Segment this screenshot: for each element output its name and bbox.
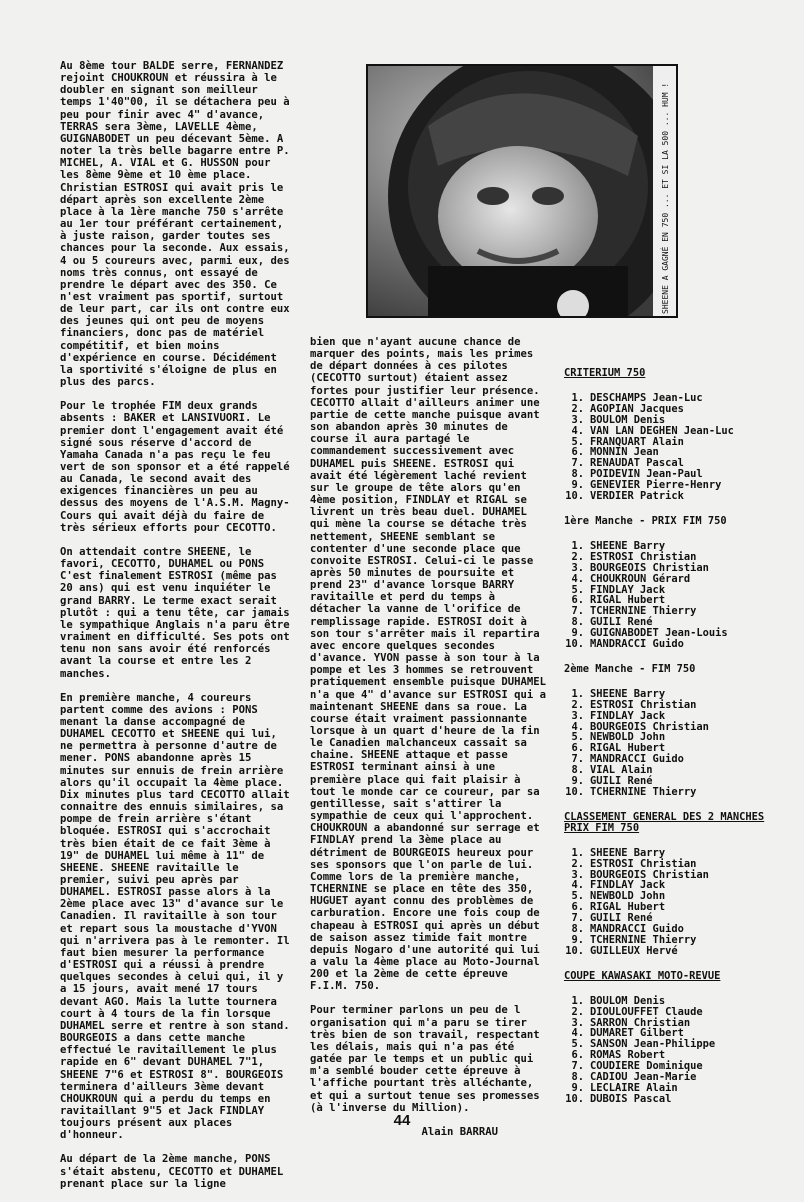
article-paragraph: Au 8ème tour BALDE serre, FERNANDEZ rejoint CHOUKROUN et réussira à le doubler en signant son meilleur temps 1'40"00, il se détachera peu à peu pour finir avec 4" d'avance, TERRAS sera 3ème, LAVELLE 4ème, GUIGNABODET un peu décevant 5ème. A noter la très belle bagarre entre P. MICHEL, A. VIAL et G. HUSSON pour les 8ème 9ème et 10 ème place. Christian ESTROSI qui avait pris le départ après son excellente 2ème place à la 1ère manche 750 s'arrête au 1er tour préférant certainement, à juste raison, garder toutes ses chances pour la seconde. Aux essais, 4 ou 5 coureurs avec, parmi eux, des noms très connus, ont essayé de prendre le départ avec des 350. Ce n'est vraiment pas sportif, surtout de leur part, car ils ont contre eux des jeunes qui ont peu de moyens financiers, donc pas de matériel compétitif, et bien moins d'expérience en course. Décidément la sportivité s'éloigne de plus en plus des parcs.: [60, 60, 290, 389]
list-item: 10. TCHERNINE Thierry: [565, 786, 697, 798]
article-paragraph: bien que n'ayant aucune chance de marquer des points, mais les primes de départ données à ces pilotes (CECOTTO surtout) étaient assez fortes pour justifier leur présence. CECOTTO allait d'ailleurs animer une partie de cette manche puisque avant son abandon après 30 minutes de course il aura partagé le commandement successivement avec DUHAMEL puis SHEENE. ESTROSI qui avait été légèrement laché revient sur le groupe de tête alors qu'en 4ème position, FINDLAY et RIGAL se livrent un très beau duel. DUHAMEL qui mène la course se détache très nettement, SHEENE semblant se contenter d'une seconde place que convoite ESTROSI. Celui-ci le passe après 50 minutes de poursuite et prend 23" d'avance lorsque BARRY ravitaille et perd du temps à détacher la vanne de l'orifice de remplissage rapide. ESTROSI doit à son tour s'arrêter mais il repartira avec encore quelques secondes d'avance. YVON passe à son tour à la pompe et les 3 hommes se retrouvent pratiquement ensemble puisque DUHAMEL n'a que 4" d'avance sur ESTROSI qui a maintenant SHEENE dans sa roue. La course était vraiment passionnante lorsque à un quart d'heure de la fin le Canadien malchanceux cassait sa chaine. SHEENE attaque et passe ESTROSI terminant ainsi à une première place qui fait plaisir à tout le monde car ce coureur, par sa gentillesse, sait s'attirer la sympathie de ceux qui l'approchent. CHOUKROUN a abandonné sur serrage et FINDLAY prend la 3ème place au détriment de BOURGEOIS heureux pour ses sponsors que l'on parle de lui. Comme lors de la première manche, TCHERNINE se place en tête des 350, HUGUET ayant connu des problèmes de carburation. Encore une fois coup de chapeau à ESTROSI qui après un début de saison assez timide fait montre depuis Nogaro d'une autorité qui lui a valu la 4ème place au Moto-Journal 200 et la 2ème de cette épreuve F.I.M. 750.: [310, 336, 546, 993]
list-item: 2. ESTROSI Christian: [571, 857, 697, 870]
results-list: [564, 541, 789, 650]
list-item: 3. BOULOM Denis: [571, 413, 666, 426]
list-item: 6. RIGAL Hubert: [571, 742, 666, 755]
list-item: 1. SHEENE Barry: [571, 539, 666, 552]
list-item: 9. TCHERNINE Thierry: [571, 933, 697, 946]
list-item: 2. ESTROSI Christian: [571, 550, 697, 563]
list-item: 7. COUDIERE Dominique: [571, 1060, 703, 1073]
photo-caption: SHEENE A GAGNÉ EN 750 ... ET SI LA 500 ... HUM !: [661, 82, 670, 314]
list-item: 1. BOULOM Denis: [571, 994, 666, 1007]
results-section-title: COUPE KAWASAKI MOTO-REVUE: [564, 969, 721, 982]
list-item: 5. SANSON Jean-Philippe: [571, 1038, 716, 1051]
list-item: 5. NEWBOLD John: [571, 731, 666, 744]
results-list: [564, 996, 789, 1105]
results-section-title: CLASSEMENT GENERAL DES 2 MANCHES PRIX FIM 750: [564, 810, 765, 834]
article-paragraph: On attendait contre SHEENE, le favori, CECOTTO, DUHAMEL ou PONS C'est finalement ESTROSI (même pas 20 ans) qui est venu inquiéter le grand BARRY. Le terme exact serait plutôt : qui a tenu tête, car jamais le sympathique Anglais n'a paru être vraiment en difficulté. Ses pots ont tenu non sans avoir été renforcés avant la course et entre les 2 manches.: [60, 545, 290, 680]
list-item: 8. POIDEVIN Jean-Paul: [571, 468, 703, 481]
results-classement-general: [564, 812, 789, 957]
list-item: 5. NEWBOLD John: [571, 890, 666, 903]
list-item: 8. VIAL Alain: [571, 764, 653, 777]
list-item: 1. SHEENE Barry: [571, 846, 666, 859]
article-paragraph: Au départ de la 2ème manche, PONS s'était abstenu, CECOTTO et DUHAMEL prenant place sur la ligne: [60, 1153, 284, 1190]
results-section-title: CRITERIUM 750: [564, 367, 646, 379]
rider-photo: [366, 64, 678, 318]
list-item: 4. FINDLAY Jack: [571, 879, 666, 892]
results-manche-1: [564, 516, 789, 650]
list-item: 8. MANDRACCI Guido: [571, 923, 684, 936]
list-item: 9. GUIGNABODET Jean-Louis: [571, 627, 728, 640]
list-item: 6. RIGAL Hubert: [571, 594, 666, 607]
list-item: 3. BOURGEOIS Christian: [571, 561, 709, 574]
article-paragraph: Pour terminer parlons un peu de l organisation qui m'a paru se tirer très bien de son travail, respectant les délais, mais qui n'a pas été gatée par le temps et un public qui m'a semblé bouder cette épreuve à l'affiche pourtant très alléchante, et qui a surtout tenue ses promesses (à l'inverse du Million).: [310, 1004, 540, 1114]
list-item: 6. RIGAL Hubert: [571, 901, 666, 914]
results-column: [564, 368, 789, 1119]
list-item: 9. LECLAIRE Alain: [571, 1081, 678, 1094]
list-item: 1. DESCHAMPS Jean-Luc: [571, 391, 703, 404]
results-criterium-750: [564, 368, 789, 502]
results-section-title: 1ère Manche - PRIX FIM 750: [564, 514, 727, 527]
results-list: [564, 689, 789, 798]
results-manche-2: [564, 664, 789, 798]
list-item: 2. ESTROSI Christian: [571, 698, 697, 711]
list-item: 4. VAN LAN DEGHEN Jean-Luc: [571, 424, 734, 437]
list-item: 9. GENEVIER Pierre-Henry: [571, 479, 722, 492]
rider-helmet-image: [368, 66, 676, 316]
list-item: 6. MONNIN Jean: [571, 446, 659, 459]
list-item: 3. FINDLAY Jack: [571, 709, 666, 722]
list-item: 2. DIOULOUFFET Claude: [571, 1005, 703, 1018]
list-item: 4. CHOUKROUN Gérard: [571, 572, 691, 585]
list-item: 4. DUMARET Gilbert: [571, 1027, 684, 1040]
results-list: [564, 393, 789, 502]
list-item: 9. GUILI René: [571, 775, 653, 788]
list-item: 7. TCHERNINE Thierry: [571, 605, 697, 618]
list-item: 8. CADIOU Jean-Marie: [571, 1071, 697, 1084]
article-paragraph: En première manche, 4 coureurs partent comme des avions : PONS menant la danse accompagné de DUHAMEL CECOTTO et SHEENE qui lui, ne permettra à personne d'autre de mener. PONS abandonne après 15 minutes sur ennuis de frein arrière alors qu'il occupait la 4ème place. Dix minutes plus tard CECOTTO allait connaitre des ennuis similaires, sa pompe de frein arrière s'étant bloquée. ESTROSI qui s'accrochait très bien était de ce fait 3ème à 19" de DUHAMEL lui même à 11" de SHEENE. SHEENE ravitaille le premier, suivi peu après par DUHAMEL. ESTROSI passe alors à la 2ème place avec 13" d'avance sur le Canadien. Il ravitaille à son tour et repart sous la moustache d'YVON qui n'arrivera pas à le remonter. Il faut bien mesurer la performance d'ESTROSI qui a réussi à prendre quelques secondes à celui qui, il y a 15 jours, avait mené 17 tours devant AGO. Mais la lutte tournera court à 4 tours de la fin lorsque DUHAMEL serre et rentre à son stand. BOURGEOIS a dans cette manche effectué le ravitaillement le plus rapide en 6" devant DUHAMEL 7"1, SHEENE 7"6 et ESTROSI 8". BOURGEOIS terminera d'ailleurs 3ème devant CHOUKROUN qui a perdu du temps en ravitaillant 9"5 et Jack FINDLAY toujours présent aux places d'honneur.: [60, 691, 290, 1142]
list-item: 8. GUILI René: [571, 616, 653, 629]
list-item: 5. FINDLAY Jack: [571, 583, 666, 596]
list-item: 5. FRANQUART Alain: [571, 435, 684, 448]
results-coupe-kawasaki: [564, 971, 789, 1105]
author-signature: Alain BARRAU: [421, 1125, 498, 1138]
article-paragraph: Pour le trophée FIM deux grands absents : BAKER et LANSIVUORI. Le premier dont l'engagement avait été signé sous réserve d'accord de Yamaha Canada n'a pas reçu le feu vert de son sponsor et a été rappelé au Canada, le second avait des exigences financières un peu au dessus des moyens de l'A.S.M. Magny-Cours qui avait déjà du faire de très sérieux efforts pour CECOTTO.: [60, 400, 290, 534]
middle-column: [310, 336, 548, 1138]
list-item: 2. AGOPIAN Jacques: [571, 402, 684, 415]
list-item: 3. SARRON Christian: [571, 1016, 691, 1029]
list-item: 7. MANDRACCI Guido: [571, 753, 684, 766]
list-item: 10. DUBOIS Pascal: [565, 1092, 672, 1105]
results-list: [564, 848, 789, 957]
page-number: 44: [393, 1112, 411, 1129]
list-item: 6. ROMAS Robert: [571, 1049, 666, 1062]
results-section-title: 2ème Manche - FIM 750: [564, 662, 696, 675]
list-item: 10. MANDRACCI Guido: [565, 638, 684, 651]
list-item: 7. GUILI René: [571, 912, 653, 925]
list-item: 1. SHEENE Barry: [571, 687, 666, 700]
list-item: 4. BOURGEOIS Christian: [571, 720, 709, 733]
list-item: 10. GUILLEUX Hervé: [565, 944, 678, 957]
left-column: [60, 60, 292, 1202]
list-item: 7. RENAUDAT Pascal: [571, 457, 684, 470]
list-item: 3. BOURGEOIS Christian: [571, 868, 709, 881]
list-item: 10. VERDIER Patrick: [565, 490, 684, 503]
